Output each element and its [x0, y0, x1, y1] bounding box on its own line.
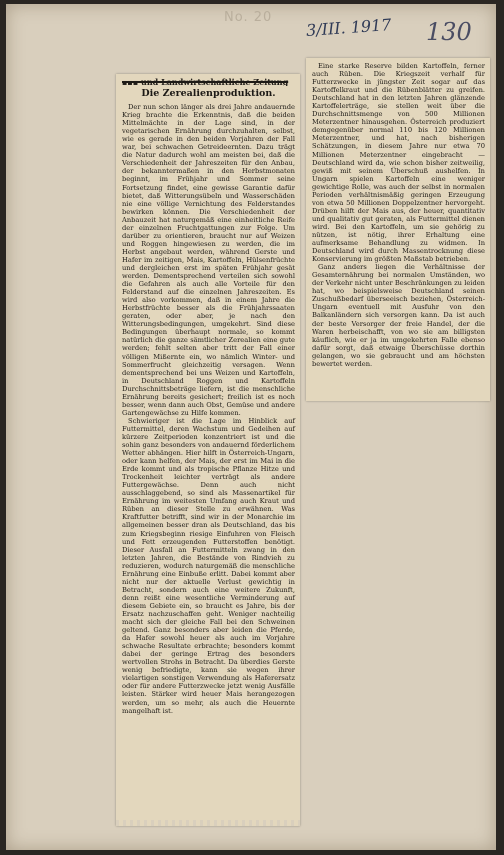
newspaper-clipping-right — [306, 58, 490, 401]
newspaper-clipping-left — [116, 74, 300, 826]
article-headline: Die Zerealienproduktion. — [141, 88, 276, 100]
handwritten-archive-number: 130 — [426, 18, 472, 46]
crossed-out-source-line: ▪▪▪ und Landwirtschaftliche Zeitung — [122, 78, 289, 87]
article-paragraph: Ganz anders liegen die Verhältnisse der Gesamternährung bei normalen Umständen, wo der Verkehr nicht unter Beschränkungen zu leiden hat, wo beispielsweise Deutschland seinen Zuschußbedarf überseeisch beziehen, Österreich-Ungarn eventuell mit Ausfuhr von den Balkanländern sich versorgen kann. Da ist auch der beste Versorger der freie Handel, der die Waren herbeischafft, von wo sie am billigsten käuflich, wie er ja im umgekehrten Falle ebenso dafür sorgt, daß etwaige Überschüsse dorthin gelangen, wo sie gebraucht und am höchsten bewertet werden. — [312, 263, 485, 368]
torn-edge — [116, 820, 300, 826]
archive-sheet — [6, 4, 496, 850]
handwritten-date: 3/III. 1917 — [305, 15, 392, 40]
faint-stamp: No. 20 — [224, 10, 273, 25]
article-paragraph: Eine starke Reserve bilden Kartoffeln, ferner auch Rüben. Die Kriegszeit verhalf für Futterzwecke in jüngster Zeit sogar auf das Kartoffelkraut und die Rübenblätter zu greifen. Deutschland hat in den letzten Jahren glänzende Kartoffelerträge, sie stellen weit über die Durchschnittsmenge von 500 Millionen Meterzentner hinausgehen. Österreich produziert demgegenüber normal 110 bis 120 Millionen Meterzentner, und hat, nach bisherigen Schätzungen, in diesem Jahre nur etwa 70 Millionen Meterzentner eingebracht — Deutschland wird da, wie schon bisher zeitweilig, gewiß mit seinem Überschuß aushelfen. In Ungarn spielen Kartoffeln eine weniger gewichtige Rolle, was auch der selbst in normalen Perioden verhältnismäßig geringen Erzeugung von etwa 50 Millionen Doppelzentner hervorgeht. Drüben hilft der Mais aus, der heuer, quantitativ und qualitativ gut geraten, als Futtermittel dienen wird. Bei den Kartoffeln, um sie gehörig zu nützen, ist nötig, ihrer Erhaltung eine aufmerksame Behandlung zu widmen. In Deutschland wird durch Massentrocknung diese Konservierung im größten Maßstab betrieben. — [312, 62, 485, 264]
article-paragraph: Schwieriger ist die Lage im Hinblick auf Futtermittel, deren Wachstum und Gedeihen auf kürzere Zeitperioden konzentriert ist und die sohin ganz besonders von andauernd förderlichem Wetter abhängen. Hier hilft in Österreich-Ungarn, oder kann helfen, der Mais, der erst im Mai in die Erde kommt und als tropische Pflanze Hitze und Trockenheit leichter verträgt als andere Futtergewächse. Denn auch nicht ausschlaggebend, so sind als Massenartikel für Ernährung im weitesten Umfang auch Kraut und Rüben an dieser Stelle zu erwähnen. Was Kraftfutter betrifft, sind wir in der Monarchie im allgemeinen besser dran als Deutschland, das bis zum Kriegsbeginn riesige Einfuhren von Fleisch und Fett erzeugenden Futterstoffen benötigt. Dieser Ausfall an Futtermitteln zwang in den letzten Jahren, die Bestände von Rindvieh zu reduzieren, wodurch naturgemäß die menschliche Ernährung eine Einbuße erlitt. Dabei kommt aber nicht nur der aktuelle Verlust gewichtig in Betracht, sondern auch eine weitere Zukunft, denn reißt eine wesentliche Verminderung auf diesem Gebiete ein, so braucht es Jahre, bis der Ersatz nachzuschaffen geht. Weniger nachteilig macht sich der gleiche Fall bei den Schweinen geltend. Ganz besonders aber leiden die Pferde, da Hafer sowohl heuer als auch im Vorjahre schwache Resultate erbrachte; besonders kommt dabei der geringe Ertrag des besonders wertvollen Strohs in Betracht. Da überdies Gerste wenig befriedigte, kann sie wegen ihrer vielartigen sonstigen Verwendung als Haferersatz oder für andere Futterzwecke jetzt wenig Ausfälle leisten. Stärker wird heuer Mais herangezogen werden, um so mehr, als auch die Heuernte mangelhaft ist. — [122, 416, 295, 715]
article-paragraph: Der nun schon länger als drei Jahre andauernde Krieg brachte die Erkenntnis, daß die beiden Mittelmächte in der Lage sind, in der vegetarischen Ernährung durchzuhalten, selbst, wie es gerade in den beiden Vorjahren der Fall war, bei schwachen Getreideernten. Dazu trägt die Natur dadurch wohl am meisten bei, daß die Verschiedenheit der Jahreszeiten für den Anbau, der bekanntermaßen in den Herbstmonaten beginnt, im Frühjahr und Sommer seine Fortsetzung findet, eine gewisse Garantie dafür bietet, daß Witterungsübeln und Wasserschäden nie eine völlige Vernichtung des Felderstandes bewirken können. Die Verschiedenheit der Anbauzeit hat naturgemäß eine einheitliche Reife der einzelnen Fruchtgattungen zur Folge. Um darüber zu orientieren, braucht nur auf Weizen und Roggen hingewiesen zu werden, die im Herbst angebaut werden, während Gerste und Hafer im zeitigen, Mais, Kartoffeln, Hülsenfrüchte und dergleichen erst im späten Frühjahr gesät werden. Dementsprechend verteilen sich sowohl die Gefahren als auch alle Vorteile für den Felderstand auf die einzelnen Jahreszeiten. Es wird also vorkommen, daß in einem Jahre die Herbstfrüchte besser als die Frühjahrssaaten geraten, oder aber, je nach den Witterungsbedingungen, umgekehrt. Sind diese Bedingungen überhaupt normale, so kommt natürlich die ganze sämtlicher Zerealien eine gute werden; fehlt selten aber tritt der Fall einer völligen Mißernte ein, wo nämlich Winter- und Sommerfrucht gleichzeitig versagen. Wenn dementsprechend bei uns Weizen und Kartoffeln, in Deutschland Roggen und Kartoffeln Durchschnittsbeträge liefern, ist die menschliche Ernährung bereits gesichert; freilich ist es noch besser, wenn dann auch Obst, Gemüse und andere Gartengewächse zu Hilfe kommen. — [122, 103, 295, 417]
